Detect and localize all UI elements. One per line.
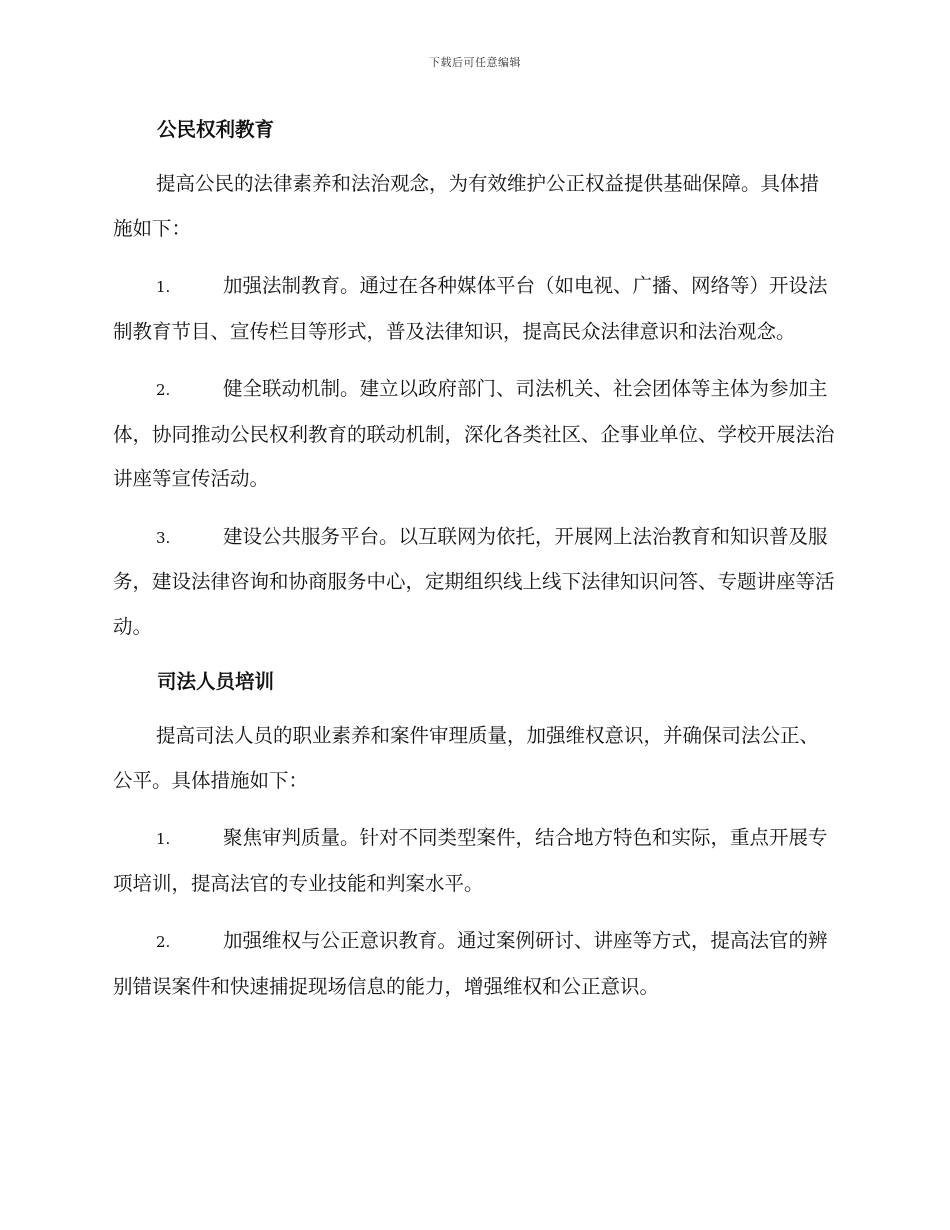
list-item	[113, 919, 837, 1009]
section-intro: 提高司法人员的职业素养和案件审理质量，加强维权意识，并确保司法公正、公平。具体措施如下：	[113, 724, 820, 792]
list-item-text: 建设公共服务平台。以互联网为依托，开展网上法治教育和知识普及服务，建设法律咨询和协商服务中心，定期组织线上线下法律知识问答、专题讲座等活动。	[113, 524, 835, 638]
section-intro: 提高公民的法律素养和法治观念，为有效维护公正权益提供基础保障。具体措施如下：	[113, 172, 820, 240]
list-item-text: 健全联动机制。建立以政府部门、司法机关、社会团体等主体为参加主体，协同推动公民权利教育的联动机制，深化各类社区、企事业单位、学校开展法治讲座等宣传活动。	[113, 377, 835, 490]
list-item-number: 1.	[156, 830, 171, 848]
list-item	[113, 367, 837, 502]
list-item-number: 3.	[156, 528, 171, 547]
list-item	[113, 816, 837, 906]
list-item-text: 聚焦审判质量。针对不同类型案件，结合地方特色和实际，重点开展专项培训，提高法官的专业技能和判案水平。	[113, 826, 828, 895]
document-body	[113, 110, 837, 1009]
section-heading-judicial-training: 司法人员培训	[157, 670, 275, 693]
list-item	[113, 264, 837, 354]
list-item-text: 加强法制教育。通过在各种媒体平台（如电视、广播、网络等）开设法制教育节目、宣传栏目等形式，普及法律知识，提高民众法律意识和法治观念。	[113, 274, 828, 343]
list-item	[113, 515, 837, 650]
list-item-text: 加强维权与公正意识教育。通过案例研讨、讲座等方式，提高法官的辨别错误案件和快速捕捉现场信息的能力，增强维权和公正意识。	[113, 929, 828, 998]
list-item-number: 2.	[156, 381, 171, 399]
section-heading-citizen-rights: 公民权利教育	[157, 118, 275, 141]
list-item-number: 1.	[156, 278, 171, 296]
list-item-number: 2.	[156, 933, 171, 951]
page-header: 下载后可任意编辑	[429, 56, 521, 69]
